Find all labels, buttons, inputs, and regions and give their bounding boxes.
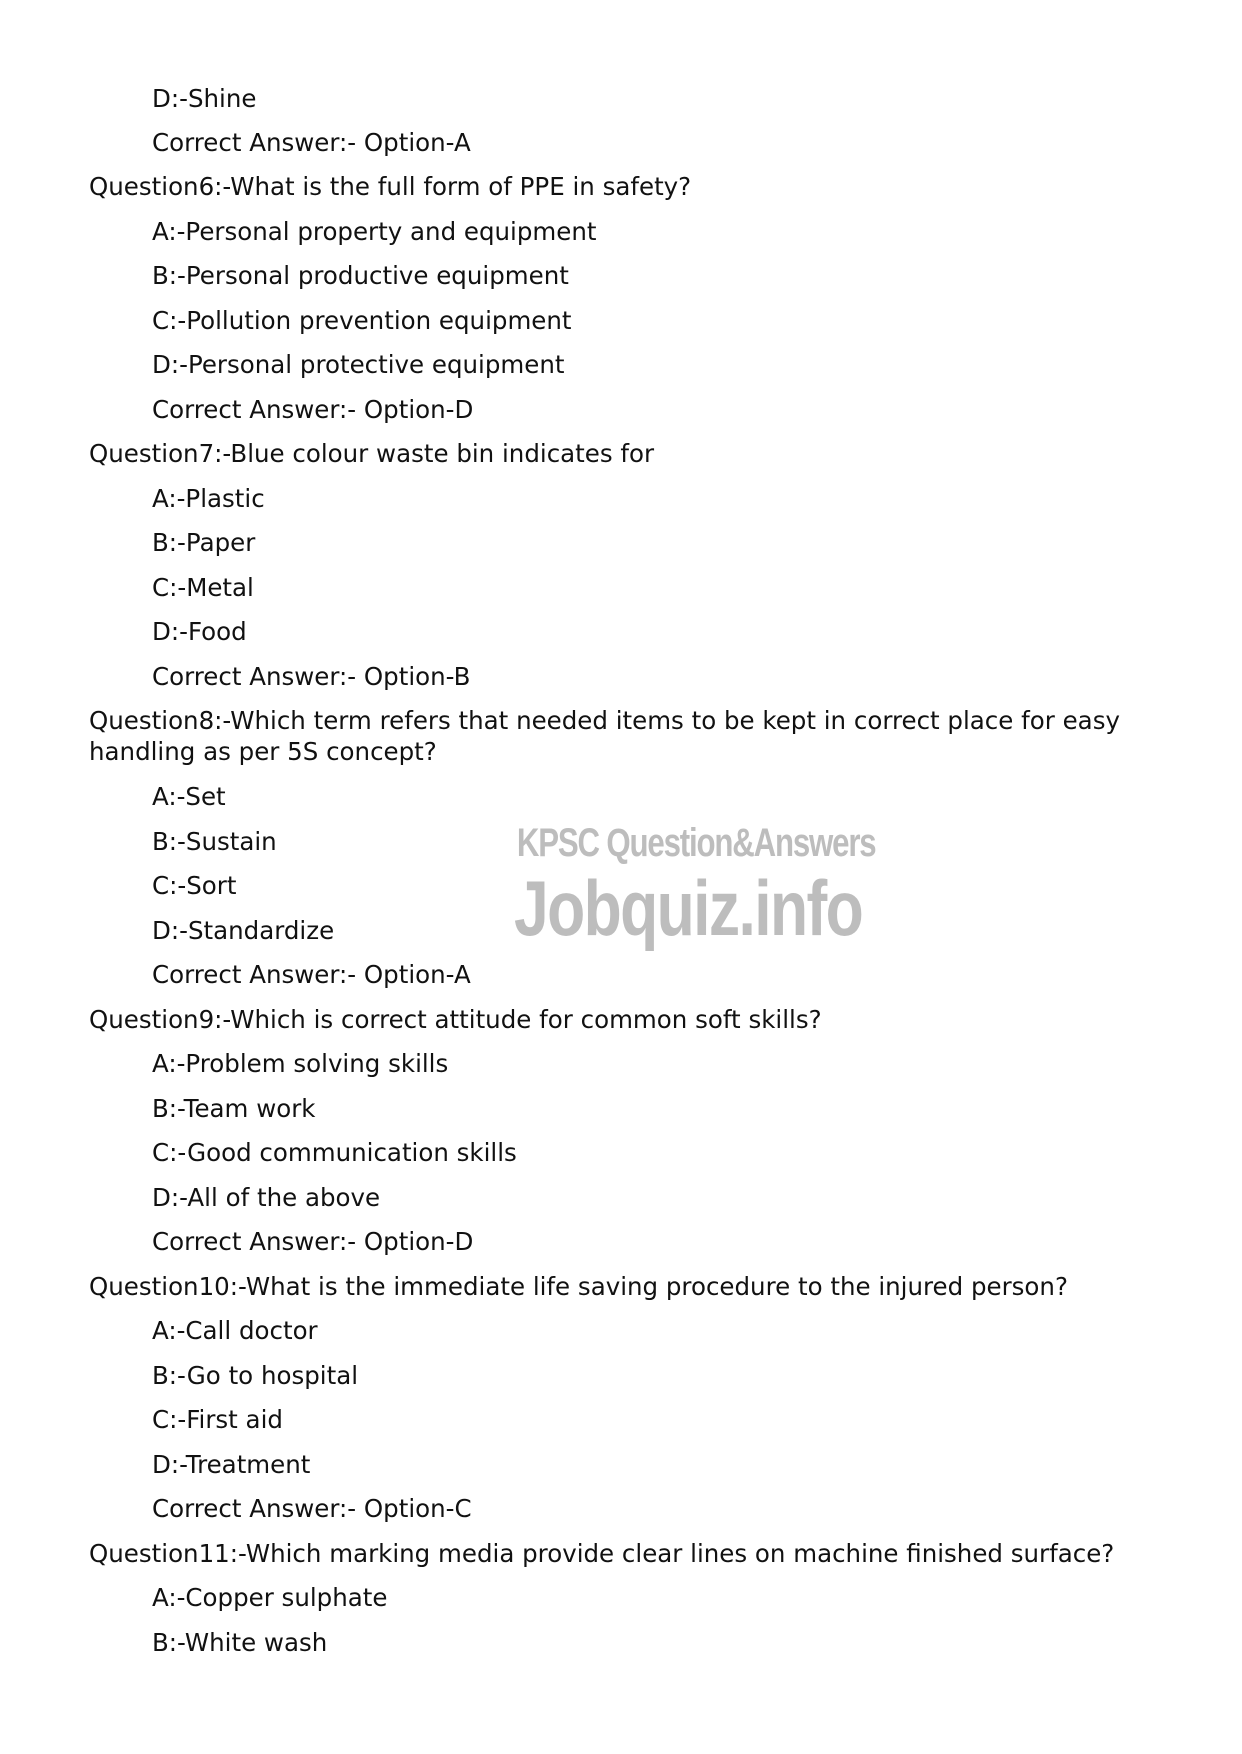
option-a: A:-Personal property and equipment xyxy=(152,217,597,246)
option-a: A:-Call doctor xyxy=(152,1316,318,1345)
correct-answer: Correct Answer:- Option-D xyxy=(152,395,474,424)
question-text: Question11:-Which marking media provide clear lines on machine finished surface? xyxy=(89,1539,1115,1568)
watermark xyxy=(485,820,876,952)
option-d: D:-Standardize xyxy=(152,916,335,945)
option-d: D:-Personal protective equipment xyxy=(152,350,565,379)
option-d: D:-All of the above xyxy=(152,1183,381,1212)
option-c: C:-Metal xyxy=(152,573,254,602)
correct-answer: Correct Answer:- Option-A xyxy=(152,960,471,989)
option-b: B:-Sustain xyxy=(152,827,277,856)
option-d: D:-Food xyxy=(152,617,247,646)
option-b: B:-Personal productive equipment xyxy=(152,261,569,290)
correct-answer: Correct Answer:- Option-B xyxy=(152,662,471,691)
option-c: C:-First aid xyxy=(152,1405,283,1434)
option-d: D:-Shine xyxy=(152,84,257,113)
question-text: Question9:-Which is correct attitude for common soft skills? xyxy=(89,1005,822,1034)
question-text: Question7:-Blue colour waste bin indicates for xyxy=(89,439,655,468)
correct-answer: Correct Answer:- Option-A xyxy=(152,128,471,157)
option-a: A:-Copper sulphate xyxy=(152,1583,388,1612)
option-b: B:-Team work xyxy=(152,1094,316,1123)
option-d: D:-Treatment xyxy=(152,1450,311,1479)
option-a: A:-Problem solving skills xyxy=(152,1049,449,1078)
question-text: Question8:-Which term refers that needed items to be kept in correct place for easy handling as per 5S concept? xyxy=(89,706,1120,766)
option-b: B:-White wash xyxy=(152,1628,328,1657)
question-text: Question10:-What is the immediate life saving procedure to the injured person? xyxy=(89,1272,1068,1301)
option-c: C:-Pollution prevention equipment xyxy=(152,306,572,335)
correct-answer: Correct Answer:- Option-C xyxy=(152,1494,472,1523)
option-c: C:-Sort xyxy=(152,871,237,900)
correct-answer: Correct Answer:- Option-D xyxy=(152,1227,474,1256)
option-a: A:-Set xyxy=(152,782,226,811)
question-text: Question6:-What is the full form of PPE in safety? xyxy=(89,172,692,201)
option-b: B:-Paper xyxy=(152,528,256,557)
watermark-line1: KPSC Question&Answers xyxy=(516,821,876,865)
watermark-line2: Jobquiz.info xyxy=(514,864,863,952)
option-c: C:-Good communication skills xyxy=(152,1138,517,1167)
option-a: A:-Plastic xyxy=(152,484,265,513)
option-b: B:-Go to hospital xyxy=(152,1361,359,1390)
